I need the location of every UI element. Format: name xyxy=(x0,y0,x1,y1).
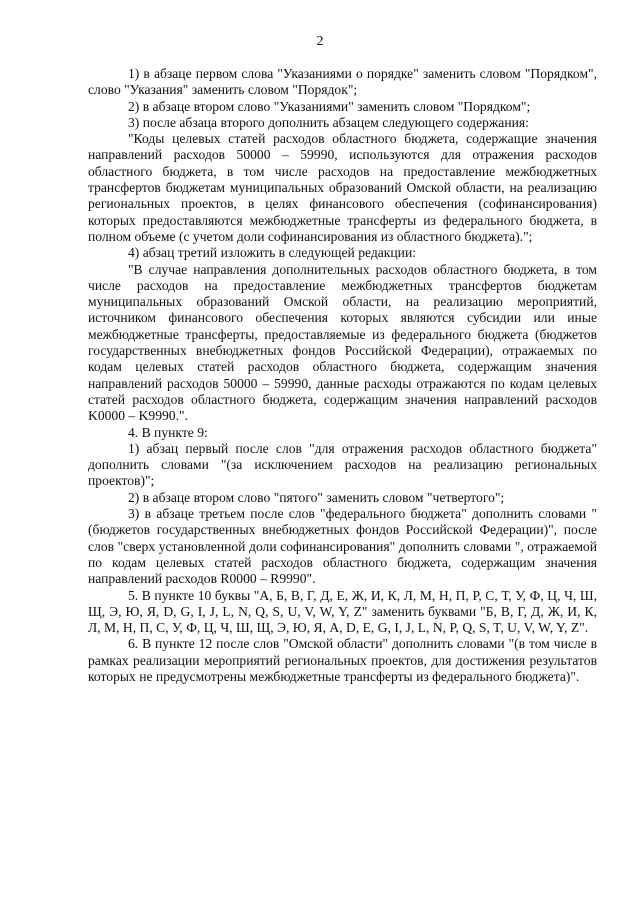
section-4-heading: 4. В пункте 9: xyxy=(128,424,208,440)
section-6-paragraph: 6. В пункте 12 после слов "Омской области" дополнить словами "(в том числе в рамках реализации мероприятий региональных проектов, для достижения результатов которых не предусмотрены межбюджетные трансферты из федерального бюджета)". xyxy=(88,636,597,684)
page-number: 2 xyxy=(316,34,324,49)
document-body xyxy=(88,66,597,685)
quoted-paragraph-codes: "Коды целевых статей расходов областного бюджета, содержащие значения направлений расходов 50000 – 59990, используются для отражения расходов областного бюджета, в том числе расходов на предоставление межбюджетных трансфертов бюджетам муниципальных образований Омской области, на реализацию региональных проектов, в целях финансового обеспечения (софинансирования) которых предоставляются межбюджетные трансферты из федерального бюджета, в полном объеме (с учетом доли софинансирования из областного бюджета)."; xyxy=(88,131,597,244)
paragraph-item-3: 3) после абзаца второго дополнить абзацем следующего содержания: xyxy=(128,114,529,130)
paragraph-item-4-2: 2) в абзаце втором слово "пятого" заменить словом "четвертого"; xyxy=(128,489,505,505)
paragraph-item-4-3: 3) в абзаце третьем после слов "федерального бюджета" дополнить словами "(бюджетов государственных внебюджетных фондов Российской Федерации)", после слов "сверх установленной доли софинансирования" дополнить словами ", отражаемой по кодам целевых статей расходов областного бюджета, содержащим значения направлений расходов R0000 – R9990". xyxy=(88,506,597,587)
paragraph-item-4: 4) абзац третий изложить в следующей редакции: xyxy=(128,245,417,261)
section-5-paragraph: 5. В пункте 10 буквы "А, Б, В, Г, Д, Е, Ж, И, К, Л, М, Н, П, Р, С, Т, У, Ф, Ц, Ч, Ш, Щ, Э, Ю, Я, D, G, I, J, L, N, Q, S, U, V, W, Y, Z" заменить буквами "Б, В, Г, Д, Ж, И, К, Л, М, Н, П, С, У, Ф, Ц, Ч, Ш, Щ, Э, Ю, Я, A, D, E, G, I, J, L, N, P, Q, S, T, U, V, W, Y, Z". xyxy=(88,587,597,636)
paragraph-item-4-1: 1) абзац первый после слов "для отражения расходов областного бюджета" дополнить словами "(за исключением расходов на реализацию региональных проектов)"; xyxy=(88,440,597,489)
quoted-paragraph-additional-expenses: "В случае направления дополнительных расходов областного бюджета, в том числе расходов на предоставление межбюджетных трансфертов бюджетам муниципальных образований Омской области, на реализацию мероприятий, источником финансового обеспечения которых являются субсидии или иные межбюджетные трансферты, предоставляемые из федерального бюджета (бюджетов государственных внебюджетных фондов Российской Федерации), отражаемых по кодам целевых статей расходов областного бюджета, содержащим значения направлений расходов 50000 – 59990, данные расходы отражаются по кодам целевых статей расходов областного бюджета, содержащим значения направлений расходов K0000 – K9990.". xyxy=(88,261,597,424)
paragraph-item-2: 2) в абзаце втором слово "Указаниями" заменить словом "Порядком"; xyxy=(128,98,531,114)
paragraph-item-1: 1) в абзаце первом слова "Указаниями о порядке" заменить словом "Порядком", слово "Указания" заменить словом "Порядок"; xyxy=(88,66,597,98)
